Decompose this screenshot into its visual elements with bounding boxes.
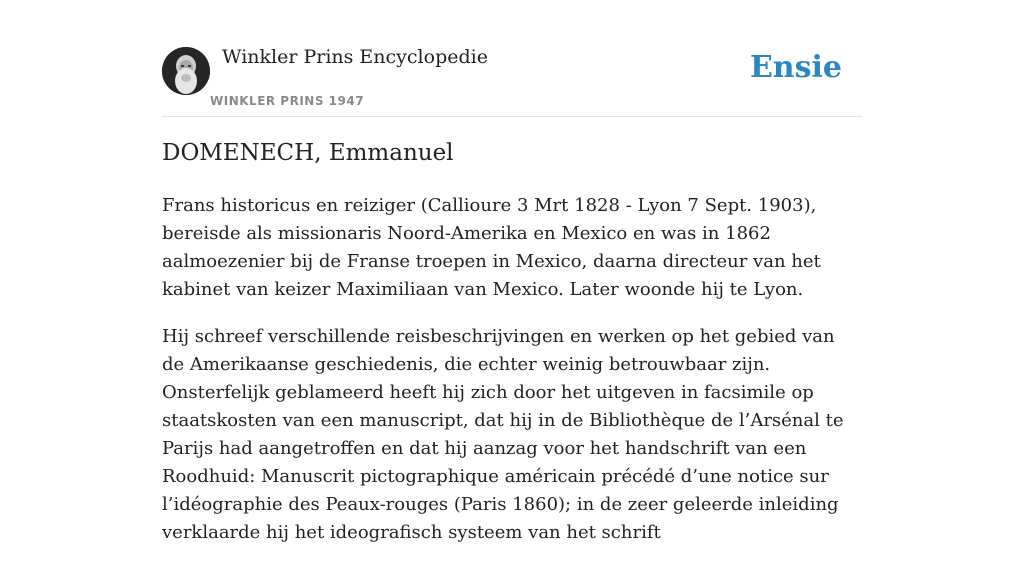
brand-logo[interactable]: Ensie bbox=[749, 50, 842, 85]
article-paragraph: Hij schreef verschillende reisbeschrijvingen en werken op het gebied van de Amerikaanse geschiedenis, die echter weinig betrouwbaar zijn. Onsterfelijk geblameerd heeft hij zich door het uitgeven in facsimile op staatskosten van een manuscript, dat hij in de Bibliothèque de l’Arsénal te Parijs had aangetroffen en dat hij aanzag voor het handschrift van een Roodhuid: Manuscrit pictographique américain précédé d’une notice sur l’idéographie des Peaux-rouges (Paris 1860); in de zeer geleerde inleiding verklaarde hij het ideografisch systeem van het schrift bbox=[162, 326, 844, 543]
article-title: DOMENECH, Emmanuel bbox=[162, 140, 454, 166]
portrait-image bbox=[162, 47, 210, 95]
source-title-link[interactable]: Winkler Prins Encyclopedie bbox=[222, 46, 488, 68]
article-page bbox=[162, 0, 862, 543]
source-header bbox=[162, 0, 862, 117]
article-body bbox=[162, 192, 862, 566]
source-edition[interactable]: WINKLER PRINS 1947 bbox=[210, 94, 365, 108]
article-paragraph: Frans historicus en reiziger (Callioure 3 Mrt 1828 - Lyon 7 Sept. 1903), bereisde als missionaris Noord-Amerika en Mexico en was in 1862 aalmoezenier bij de Franse troepen in Mexico, daarna directeur van het kabinet van keizer Maximiliaan van Mexico. Later woonde hij te Lyon. bbox=[162, 195, 821, 300]
source-avatar[interactable] bbox=[162, 47, 210, 95]
